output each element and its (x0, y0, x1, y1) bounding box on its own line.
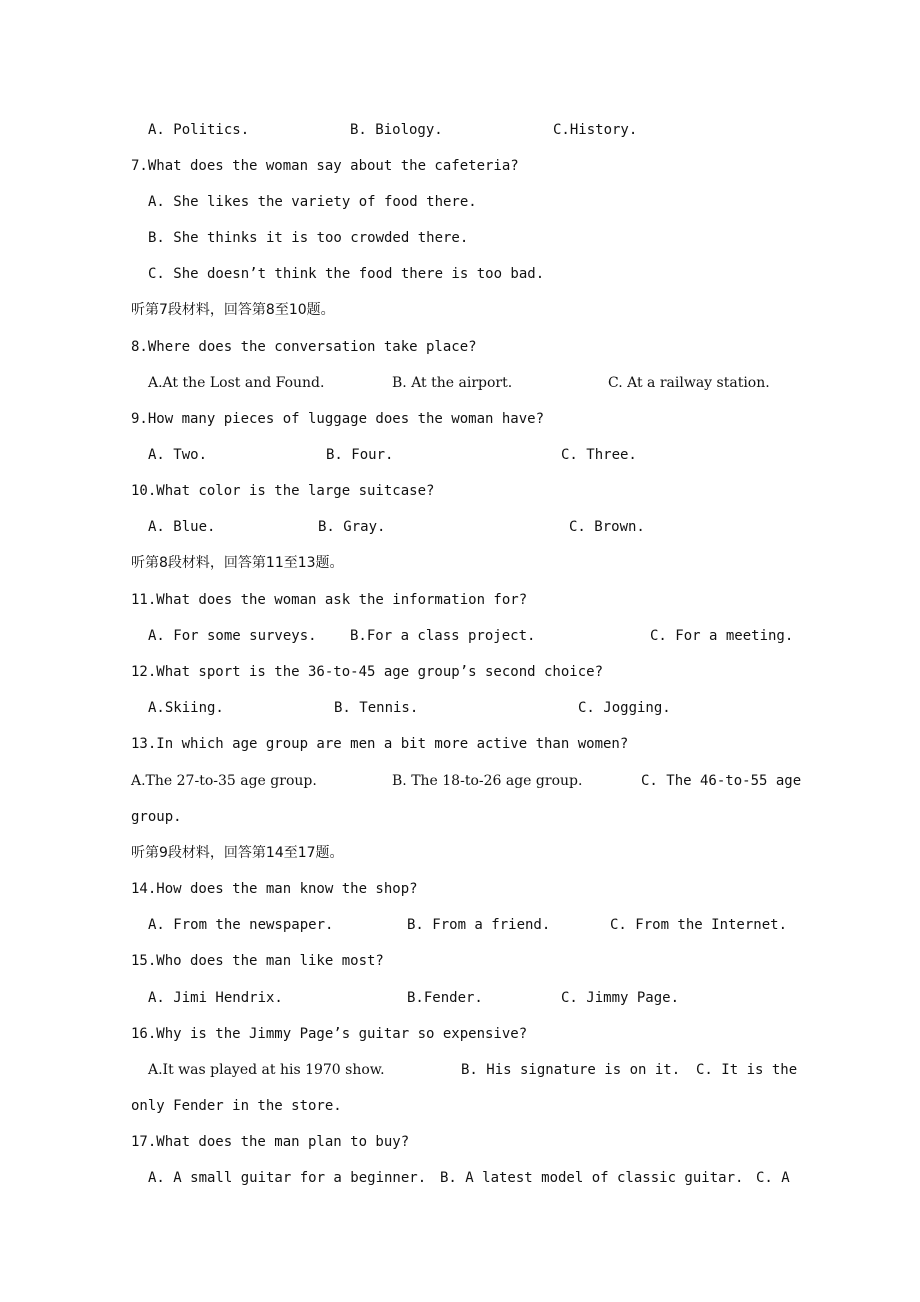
q7-option-a: A. She likes the variety of food there. (148, 194, 477, 210)
q10-question: 10.What color is the large suitcase? (131, 483, 435, 499)
q7-option-b-line (0, 226, 920, 250)
q10-option-a: A. Blue. (148, 519, 216, 535)
q15-option-a: A. Jimi Hendrix. (148, 990, 283, 1006)
q11-question: 11.What does the woman ask the information for? (131, 592, 528, 608)
q11-option-c: C. For a meeting. (650, 628, 794, 644)
q12-options (0, 696, 920, 720)
q8-question-line (0, 335, 920, 359)
q9-options (0, 443, 920, 467)
q10-question-line (0, 479, 920, 503)
q13-option-c-cont: group. (131, 809, 182, 825)
q13-question-line (0, 732, 920, 756)
q16-option-c: C. It is the (696, 1062, 798, 1078)
q13-option-c: C. The 46-to-55 age (641, 773, 802, 789)
q8-question: 8.Where does the conversation take place? (131, 339, 477, 355)
q9-option-c: C. Three. (561, 447, 637, 463)
q13-question: 13.In which age group are men a bit more active than women? (131, 736, 629, 752)
q16-option-a: A.It was played at his 1970 show. (148, 1062, 385, 1078)
q6-option-a: A. Politics. (148, 122, 250, 138)
q16-question: 16.Why is the Jimmy Page’s guitar so expensive? (131, 1026, 528, 1042)
q14-option-a: A. From the newspaper. (148, 917, 334, 933)
q8-option-c: C. At a railway station. (608, 375, 770, 391)
q12-question: 12.What sport is the 36-to-45 age group’s second choice? (131, 664, 604, 680)
q9-option-a: A. Two. (148, 447, 208, 463)
q12-option-c: C. Jogging. (578, 700, 671, 716)
q14-options (0, 913, 920, 937)
q15-question: 15.Who does the man like most? (131, 953, 384, 969)
q6-options (0, 118, 920, 142)
q13-options (0, 769, 920, 793)
q9-question: 9.How many pieces of luggage does the woman have? (131, 411, 545, 427)
q16-option-c-cont-line (0, 1094, 920, 1118)
q11-question-line (0, 588, 920, 612)
q10-option-c: C. Brown. (569, 519, 645, 535)
q14-question: 14.How does the man know the shop? (131, 881, 418, 897)
q16-option-c-cont: only Fender in the store. (131, 1098, 342, 1114)
q13-option-c-cont-line (0, 805, 920, 829)
q9-option-b: B. Four. (326, 447, 394, 463)
q6-option-b: B. Biology. (350, 122, 443, 138)
section-8-line (0, 551, 920, 575)
q16-question-line (0, 1022, 920, 1046)
q9-question-line (0, 407, 920, 431)
q17-option-b: B. A latest model of classic guitar. (440, 1170, 744, 1186)
q6-option-c: C.History. (553, 122, 638, 138)
q14-option-c: C. From the Internet. (610, 917, 788, 933)
q7-question: 7.What does the woman say about the cafeteria? (131, 158, 519, 174)
q10-options (0, 515, 920, 539)
q12-option-b: B. Tennis. (334, 700, 419, 716)
q13-option-a: A.The 27-to-35 age group. (131, 773, 317, 789)
q11-options (0, 624, 920, 648)
q8-option-a: A.At the Lost and Found. (148, 375, 325, 391)
q16-options (0, 1058, 920, 1082)
q13-option-b: B. The 18-to-26 age group. (392, 773, 583, 789)
section-9-heading: 听第9段材料，回答第14至17题。 (131, 845, 344, 861)
q11-option-b: B.For a class project. (350, 628, 536, 644)
section-7-line (0, 298, 920, 322)
q15-option-b: B.Fender. (407, 990, 483, 1006)
q15-option-c: C. Jimmy Page. (561, 990, 680, 1006)
section-8-heading: 听第8段材料，回答第11至13题。 (131, 555, 344, 571)
q15-options (0, 986, 920, 1010)
q7-option-a-line (0, 190, 920, 214)
q10-option-b: B. Gray. (318, 519, 386, 535)
q17-options (0, 1166, 920, 1190)
q16-option-b: B. His signature is on it. (461, 1062, 681, 1078)
q12-question-line (0, 660, 920, 684)
q17-option-a: A. A small guitar for a beginner. (148, 1170, 427, 1186)
q17-question: 17.What does the man plan to buy? (131, 1134, 410, 1150)
q15-question-line (0, 949, 920, 973)
q17-option-c: C. A (756, 1170, 790, 1186)
q7-option-c-line (0, 262, 920, 286)
q11-option-a: A. For some surveys. (148, 628, 317, 644)
section-9-line (0, 841, 920, 865)
q8-options (0, 371, 920, 395)
q8-option-b: B. At the airport. (392, 375, 513, 391)
q7-option-c: C. She doesn’t think the food there is too bad. (148, 266, 545, 282)
q17-question-line (0, 1130, 920, 1154)
q12-option-a: A.Skiing. (148, 700, 224, 716)
section-7-heading: 听第7段材料，回答第8至10题。 (131, 302, 335, 318)
q14-option-b: B. From a friend. (407, 917, 551, 933)
q7-option-b: B. She thinks it is too crowded there. (148, 230, 469, 246)
q14-question-line (0, 877, 920, 901)
q7-question-line (0, 154, 920, 178)
